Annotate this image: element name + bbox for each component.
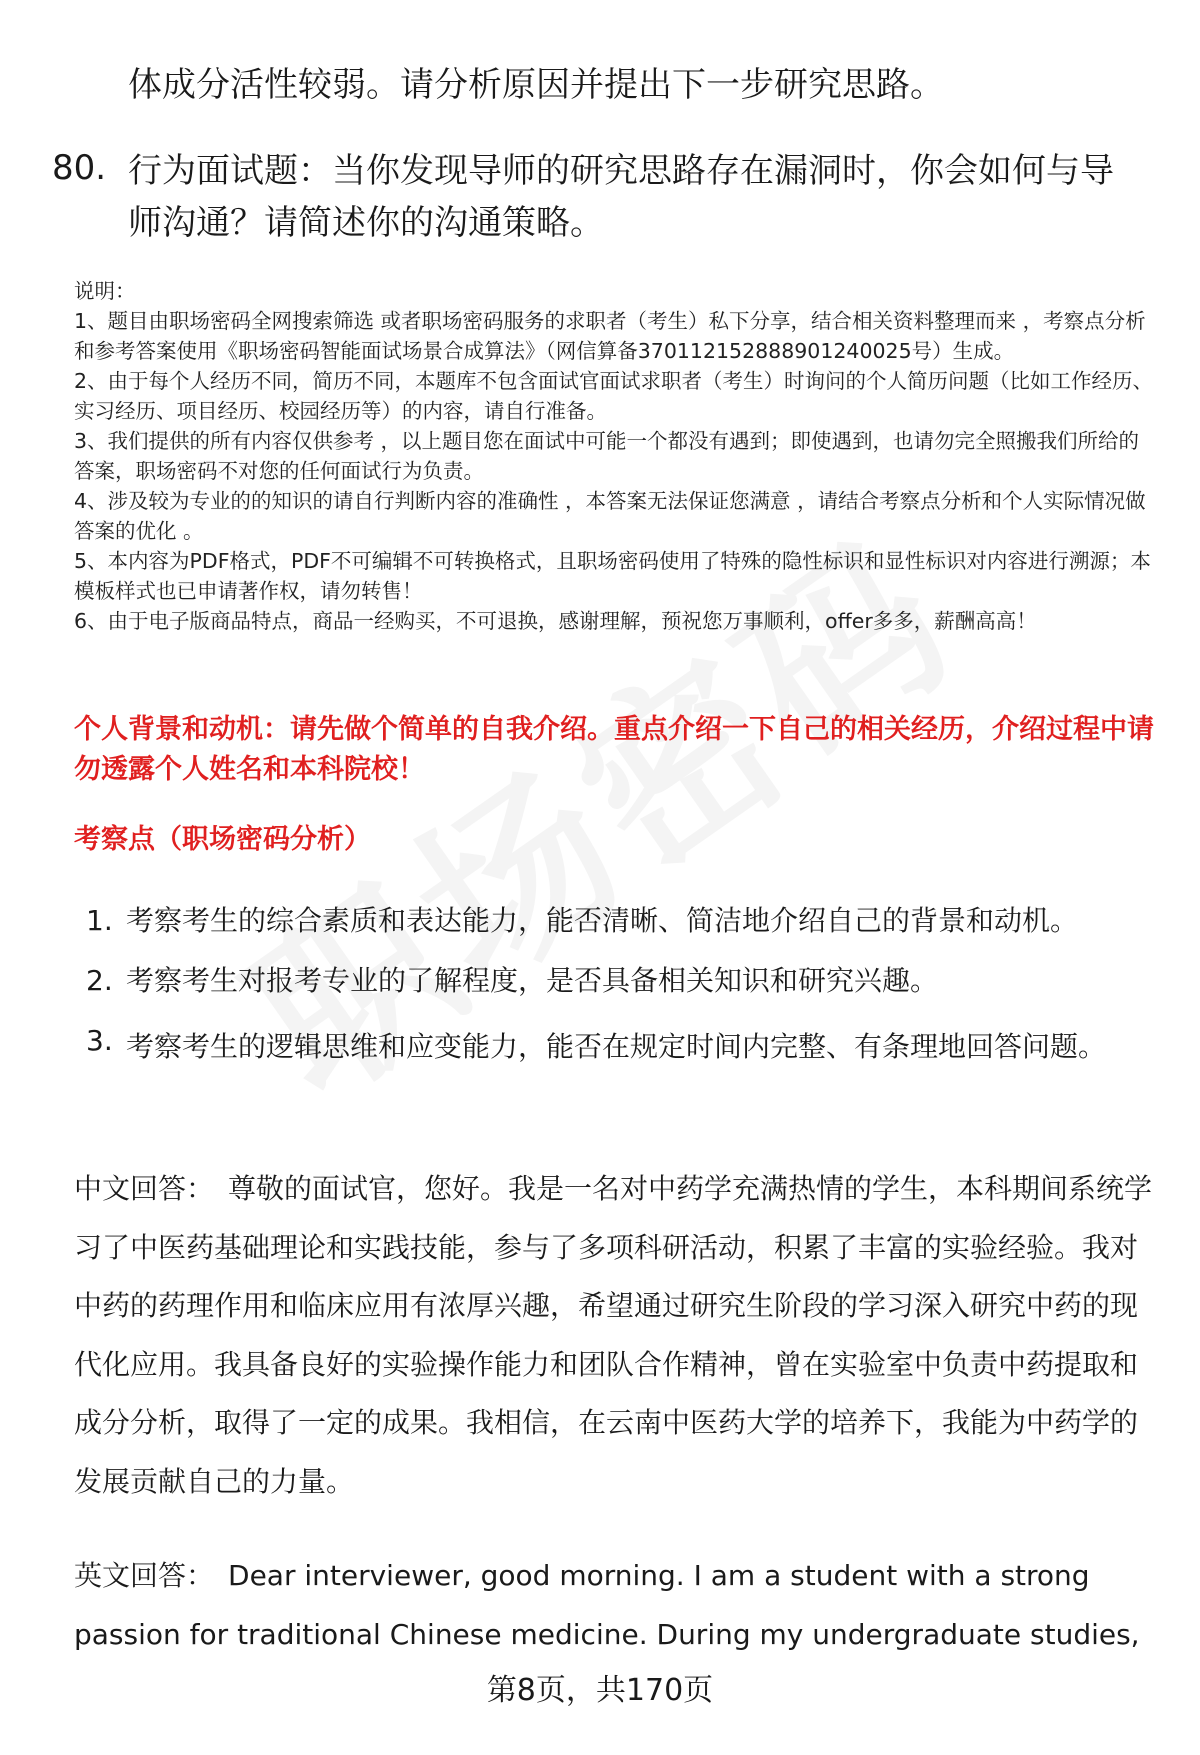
point-text: 考察考生的逻辑思维和应变能力，能否在规定时间内完整、有条理地回答问题。 — [126, 1030, 1107, 1063]
analysis-point — [80, 958, 1150, 1004]
notes-section — [74, 276, 1154, 636]
answer-english — [74, 1547, 1154, 1664]
point-number: 2. — [86, 964, 113, 997]
point-number: 3. — [86, 1024, 113, 1057]
note-item: 5、本内容为PDF格式，PDF不可编辑不可转换格式，且职场密码使用了特殊的隐性标识和显性标识对内容进行溯源；本模板样式也已申请著作权，请勿转售！ — [74, 549, 1151, 603]
answer-label: 中文回答： — [74, 1172, 215, 1205]
analysis-point — [80, 898, 1150, 944]
answer-label: 英文回答： — [74, 1559, 215, 1592]
point-number: 1. — [86, 904, 113, 937]
question-text: 行为面试题：当你发现导师的研究思路存在漏洞时，你会如何与导师沟通？请简述你的沟通策略。 — [128, 151, 1114, 243]
question-continuation: 体成分活性较弱。请分析原因并提出下一步研究思路。 — [128, 65, 944, 105]
notes-title: 说明： — [74, 279, 136, 303]
point-text: 考察考生对报考专业的了解程度，是否具备相关知识和研究兴趣。 — [126, 964, 939, 997]
analysis-points — [80, 898, 1150, 1090]
note-item: 2、由于每个人经历不同，简历不同，本题库不包含面试官面试求职者（考生）时询问的个人简历问题（比如工作经历、实习经历、项目经历、校园经历等）的内容，请自行准备。 — [74, 369, 1154, 423]
answer-chinese — [74, 1160, 1154, 1511]
question-number: 80. — [52, 148, 107, 188]
page-footer: 第8页，共170页 — [486, 1673, 714, 1708]
note-item: 4、涉及较为专业的的知识的请自行判断内容的准确性 ，本答案无法保证您满意 ，请结合考察点分析和个人实际情况做答案的优化 。 — [74, 489, 1146, 543]
answer-text: Dear interviewer, good morning. I am a student with a strong passion for traditional Chinese medicine. During my undergraduate studies, — [74, 1559, 1140, 1651]
analysis-heading: 考察点（职场密码分析） — [74, 824, 371, 855]
note-item: 1、题目由职场密码全网搜索筛选 或者职场密码服务的求职者（考生）私下分享，结合相关资料整理而来 ，考察点分析和参考答案使用《职场密码智能面试场景合成算法》（网信算备370112152888901240025号）生成。 — [74, 309, 1146, 363]
analysis-point — [80, 1018, 1150, 1076]
section-heading: 个人背景和动机：请先做个简单的自我介绍。重点介绍一下自己的相关经历，介绍过程中请勿透露个人姓名和本科院校！ — [74, 714, 1154, 785]
answer-text: 尊敬的面试官，您好。我是一名对中药学充满热情的学生，本科期间系统学习了中医药基础理论和实践技能，参与了多项科研活动，积累了丰富的实验经验。我对中药的药理作用和临床应用有浓厚兴趣，希望通过研究生阶段的学习深入研究中药的现代化应用。我具备良好的实验操作能力和团队合作精神，曾在实验室中负责中药提取和成分分析，取得了一定的成果。我相信，在云南中医药大学的培养下，我能为中药学的发展贡献自己的力量。 — [74, 1172, 1153, 1498]
note-item: 6、由于电子版商品特点，商品一经购买，不可退换，感谢理解，预祝您万事顺利，offer多多，薪酬高高！ — [74, 609, 1037, 633]
note-item: 3、我们提供的所有内容仅供参考 ，以上题目您在面试中可能一个都没有遇到；即使遇到，也请勿完全照搬我们所给的答案，职场密码不对您的任何面试行为负责。 — [74, 429, 1140, 483]
point-text: 考察考生的综合素质和表达能力，能否清晰、简洁地介绍自己的背景和动机。 — [126, 904, 1079, 937]
